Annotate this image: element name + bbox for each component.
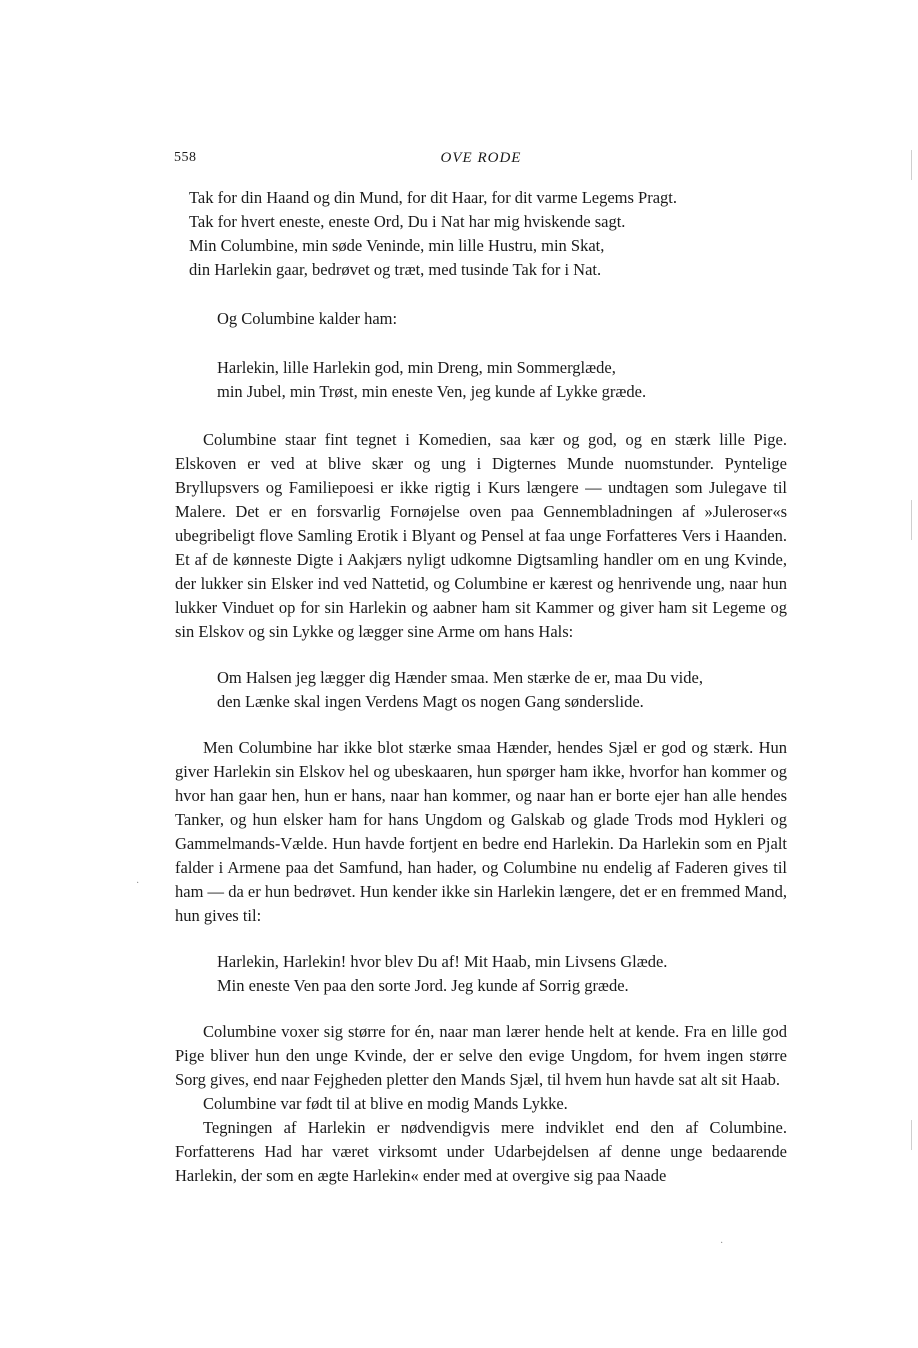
verse-stanza-2 (189, 356, 787, 404)
edge-mark (911, 150, 912, 180)
verse-stanza-3 (189, 666, 787, 714)
edge-mark (911, 500, 912, 540)
verse-line: Tak for hvert eneste, eneste Ord, Du i Nat har mig hviskende sagt. (189, 212, 626, 231)
running-head (174, 150, 788, 174)
running-title: OVE RODE (440, 150, 522, 166)
verse-line: min Jubel, min Trøst, min eneste Ven, jeg kunde af Lykke græde. (217, 382, 647, 401)
stray-mark: · (720, 1238, 724, 1249)
edge-mark (911, 1120, 912, 1150)
verse-line: den Lænke skal ingen Verdens Magt os nogen Gang sønderslide. (217, 692, 644, 711)
paragraph: Tegningen af Harlekin er nødvendigvis mere indviklet end den af Columbine. Forfatterens Had har været virksomt under Udarbejdelsen af denne unge bedaarende Harlekin, der som en ægte Harlekin« ender med at overgive sig paa Naade (175, 1118, 787, 1185)
verse-line: Min Columbine, min søde Veninde, min lille Hustru, min Skat, (189, 236, 605, 255)
paragraph: Columbine staar fint tegnet i Komedien, saa kær og god, og en stærk lille Pige. Elskoven er ved at blive skær og ung i Digternes Munde nuomstunder. Pyntelige Bryllupsvers og Familiepoesi er ikke rigtig i Kurs længere — undtagen som Julegave til Malere. Det er en forsvarlig Fornøjelse oven paa Gennembladningen af »Juleroser«s ubegribeligt flove Samling Erotik i Blyant og Pensel at faa unge Forfatteres Vers i Haanden. Et af de kønneste Digte i Aakjærs nyligt udkomne Digtsamling handler om en ung Kvinde, der lukker sin Elsker ind ved Nattetid, og Columbine er kærest og henrivende ung, naar hun lukker Vinduet op for sin Harlekin og aabner ham sit Kammer og giver ham sit Legeme og sin Elskov og sin Lykke og lægger sine Arme om hans Hals: (175, 430, 787, 641)
verse-line: Min eneste Ven paa den sorte Jord. Jeg kunde af Sorrig græde. (217, 976, 629, 995)
stray-mark: · (136, 878, 140, 889)
verse-stanza-1 (189, 186, 787, 282)
verse-line: Om Halsen jeg lægger dig Hænder smaa. Men stærke de er, maa Du vide, (217, 668, 703, 687)
paragraph: Columbine var født til at blive en modig Mands Lykke. (203, 1094, 568, 1113)
verse-line: Harlekin, lille Harlekin god, min Dreng, min Sommerglæde, (217, 358, 616, 377)
intro-line: Og Columbine kalder ham: (217, 309, 398, 328)
body-text (175, 186, 787, 1188)
verse-stanza-4 (189, 950, 787, 998)
verse-line: Tak for din Haand og din Mund, for dit Haar, for dit varme Legems Pragt. (189, 188, 678, 207)
page-number: 558 (174, 150, 197, 165)
verse-line: din Harlekin gaar, bedrøvet og træt, med tusinde Tak for i Nat. (189, 260, 602, 279)
paragraph: Men Columbine har ikke blot stærke smaa Hænder, hendes Sjæl er god og stærk. Hun giver Harlekin sin Elskov hel og ubeskaaren, hun spørger ham ikke, hvorfor han kommer og hvor han gaar hen, hun er hans, naar han kommer, og naar han er borte ejer han alle hendes Tanker, og hun elsker ham for hans Ungdom og Galskab og glade Trods mod Hykleri og Gammelmands-Vælde. Hun havde fortjent en bedre end Harlekin. Da Harlekin som en Pjalt falder i Armene paa det Samfund, han hader, og Columbine nu endelig af Faderen gives til ham — da er hun bedrøvet. Hun kender ikke sin Harlekin længere, det er en fremmed Mand, hun gives til: (175, 738, 787, 925)
verse-line: Harlekin, Harlekin! hvor blev Du af! Mit Haab, min Livsens Glæde. (217, 952, 668, 971)
paragraph: Columbine voxer sig større for én, naar man lærer hende helt at kende. Fra en lille god Pige bliver hun den unge Kvinde, der er selve den evige Ungdom, for hvem ingen større Sorg gives, end naar Fejgheden pletter den Mands Sjæl, til hvem hun havde sat alt sit Haab. (175, 1022, 787, 1089)
